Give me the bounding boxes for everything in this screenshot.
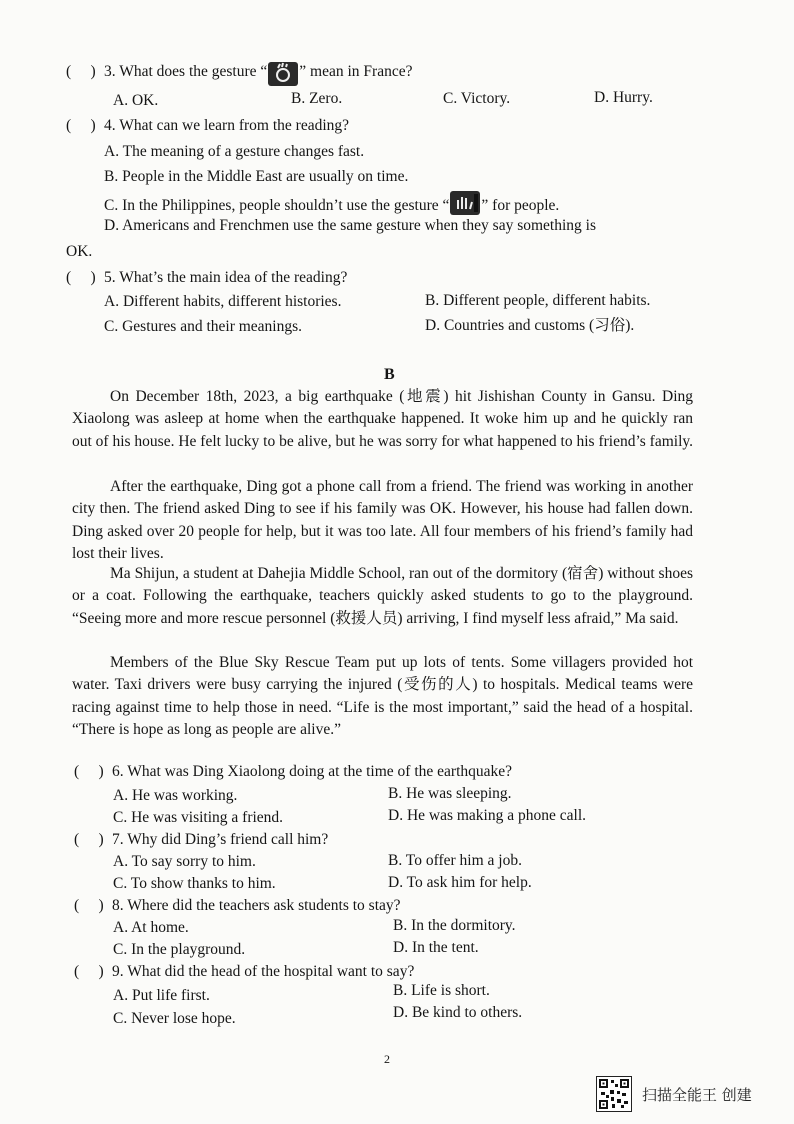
passage-paragraph-1: On December 18th, 2023, a big earthquake (地震) hit Jishishan County in Gansu. Ding Xiaolong was asleep at home when the earthquake happened. It woke him up and he quickly ran out of his house. He felt lucky to be alive, but he was sorry for what happened to his friend’s family. (72, 388, 693, 450)
q7-option-b: B. To offer him a job. (388, 852, 522, 869)
question-9-text: 9. What did the head of the hospital want to say? (112, 963, 415, 980)
question-5: ( ) 5. What’s the main idea of the reading? (66, 269, 348, 286)
q5-option-b: B. Different people, different habits. (425, 292, 651, 309)
q9-option-d: D. Be kind to others. (393, 1004, 523, 1021)
passage-paragraph-3: Ma Shijun, a student at Dahejia Middle School, ran out of the dormitory (宿舍) without shoes or a coat. Following the earthquake, teachers quickly asked students to go to the playground. “Seeing more and more rescue personnel (救援人员) arriving, I find myself less afraid,” Ma said. (72, 565, 693, 627)
question-7-text: 7. Why did Ding’s friend call him? (112, 831, 329, 848)
question-4-text: 4. What can we learn from the reading? (104, 117, 350, 134)
question-8-text: 8. Where did the teachers ask students to stay? (112, 897, 401, 914)
ok-gesture-hand-icon (268, 62, 298, 86)
q4-option-b: B. People in the Middle East are usually on time. (104, 168, 409, 185)
passage-paragraph-4: Members of the Blue Sky Rescue Team put up lots of tents. Some villagers provided hot water. Taxi drivers were busy carrying the injured (受伤的人) to hospitals. Medical teams were racing against time to help those in need. “Life is the most important,” said the head of a hospital. “There is hope as long as people are alive.” (72, 654, 693, 739)
q9-option-c: C. Never lose hope. (113, 1010, 236, 1027)
q8-option-d: D. In the tent. (393, 939, 479, 956)
q8-option-c: C. In the playground. (113, 941, 246, 958)
q9-option-a: A. Put life first. (113, 987, 210, 1004)
q4-option-c: C. In the Philippines, people shouldn’t use the gesture “ ” for people. (104, 191, 559, 216)
question-9: ( ) 9. What did the head of the hospital want to say? (74, 963, 415, 980)
passage-paragraph-2: After the earthquake, Ding got a phone call from a friend. The friend was working in another city then. The friend asked Ding to see if his family was OK. However, his house had fallen down. Ding asked over 20 people for help, but it was too late. All four members of his friend’s family had lost their lives. (72, 478, 693, 563)
question-4: ( ) 4. What can we learn from the reading? (66, 117, 350, 134)
answer-paren-open: ( (66, 63, 72, 80)
question-3-text: 3. What does the gesture “ (104, 63, 268, 80)
section-b-title: B (384, 366, 395, 383)
beckon-gesture-hand-icon (450, 191, 480, 215)
q8-option-a: A. At home. (113, 919, 189, 936)
q5-option-a: A. Different habits, different histories. (104, 293, 342, 310)
question-5-text: 5. What’s the main idea of the reading? (104, 269, 348, 286)
question-6: ( ) 6. What was Ding Xiaolong doing at the time of the earthquake? (74, 763, 513, 780)
q9-option-b: B. Life is short. (393, 982, 490, 999)
q6-option-a: A. He was working. (113, 787, 238, 804)
q4-option-d-continued: OK. (66, 243, 93, 260)
q3-option-b: B. Zero. (291, 90, 343, 107)
question-3-text-end: ” mean in France? (299, 63, 413, 80)
qr-code-icon (596, 1076, 632, 1112)
q8-option-b: B. In the dormitory. (393, 917, 516, 934)
question-6-text: 6. What was Ding Xiaolong doing at the time of the earthquake? (112, 763, 513, 780)
scanner-app-text: 扫描全能王 创建 (642, 1085, 752, 1104)
question-3 (66, 62, 412, 86)
q5-option-c: C. Gestures and their meanings. (104, 318, 303, 335)
q4-option-a: A. The meaning of a gesture changes fast. (104, 143, 365, 160)
scanner-footer (596, 1076, 752, 1112)
q6-option-c: C. He was visiting a friend. (113, 809, 284, 826)
answer-paren-close: ) (90, 63, 96, 80)
page-number: 2 (384, 1052, 390, 1066)
q3-option-c: C. Victory. (443, 90, 511, 107)
q6-option-b: B. He was sleeping. (388, 785, 512, 802)
q7-option-a: A. To say sorry to him. (113, 853, 256, 870)
q3-option-a: A. OK. (113, 92, 159, 109)
q6-option-d: D. He was making a phone call. (388, 807, 586, 824)
q4-option-d: D. Americans and Frenchmen use the same gesture when they say something is (104, 217, 597, 234)
q7-option-d: D. To ask him for help. (388, 874, 532, 891)
q3-option-d: D. Hurry. (594, 89, 653, 106)
question-8: ( ) 8. Where did the teachers ask students to stay? (74, 897, 401, 914)
q5-option-d: D. Countries and customs (习俗). (425, 317, 635, 334)
question-7: ( ) 7. Why did Ding’s friend call him? (74, 831, 329, 848)
q7-option-c: C. To show thanks to him. (113, 875, 276, 892)
